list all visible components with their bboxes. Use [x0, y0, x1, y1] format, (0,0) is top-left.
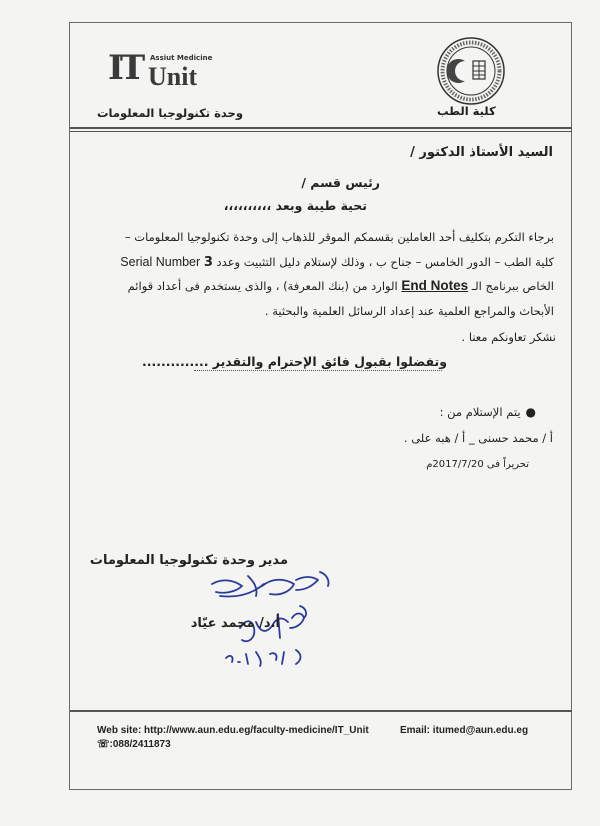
- thanks-line: نشكر تعاونكم معنا .: [461, 330, 556, 344]
- logo-subtitle: Assiut Medicine: [150, 54, 213, 62]
- serial-number-label: Serial Number: [120, 255, 201, 269]
- paragraph-line-1: برجاء التكرم بتكليف أحد العاملين بقسمكم الموقر للذهاب إلى وحدة تكنولوجيا المعلومات –: [124, 230, 554, 244]
- paragraph-line-2: [120, 255, 554, 270]
- received-from-line: [440, 405, 536, 419]
- header-rule-top: [70, 127, 572, 129]
- greeting: تحية طيبة وبعد ،،،،،،،،،،: [223, 198, 367, 213]
- letter-date: تحريراً فى 2017/7/20م: [426, 459, 529, 470]
- endnotes-program-name: End Notes: [401, 278, 469, 293]
- closing-underline: [194, 370, 442, 371]
- it-unit-logo: [108, 48, 213, 91]
- paragraph-line-3: [128, 278, 554, 293]
- paragraph-line-4: الأبحاث والمراجع العلمية عند إعداد الرسائل العلمية والبحثية .: [264, 304, 554, 318]
- faculty-name: كلية الطب: [437, 104, 496, 118]
- closing-line: وتفضلوا بقبول فائق الإحترام والتقدير ..............: [141, 354, 447, 369]
- paragraph-line-3-b: الوارد من (بنك المعرفة) ، والذى يستخدم فى أعداد قوائم: [127, 279, 398, 293]
- paragraph-line-3-a: الخاص ببرنامج الـ: [471, 279, 554, 293]
- logo-it-text: IT: [108, 48, 142, 88]
- footer-phone: ☏:088/2411873: [97, 739, 171, 750]
- logo-unit-text: Unit: [148, 62, 198, 91]
- salutation-professor: السيد الأستاذ الدكتور /: [410, 145, 553, 160]
- paragraph-line-2-text: كلية الطب – الدور الخامس – جناح ب ، وذلك لإستلام دليل التثبيت وعدد: [216, 255, 554, 269]
- footer-email[interactable]: Email: itumed@aun.edu.eg: [400, 725, 529, 736]
- salutation-department-head: رئيس قسم /: [301, 175, 380, 190]
- footer-website[interactable]: Web site: http://www.aun.edu.eg/faculty-medicine/IT_Unit: [97, 725, 369, 736]
- received-from-text: يتم الإستلام من :: [439, 405, 521, 419]
- serial-count: 3: [203, 255, 213, 270]
- header-rule-bottom: [70, 131, 572, 132]
- signatory-name: أ.د/ محمد عيّاد: [190, 616, 280, 631]
- faculty-seal-icon: [435, 35, 507, 107]
- unit-name: وحدة تكنولوجيا المعلومات: [97, 106, 243, 120]
- recipient-names: أ / محمد حسنى _ أ / هبه على .: [403, 431, 553, 445]
- manager-title: مدير وحدة تكنولوجيا المعلومات: [89, 553, 288, 568]
- footer-rule: [70, 710, 572, 712]
- bullet-icon: ●: [525, 405, 536, 419]
